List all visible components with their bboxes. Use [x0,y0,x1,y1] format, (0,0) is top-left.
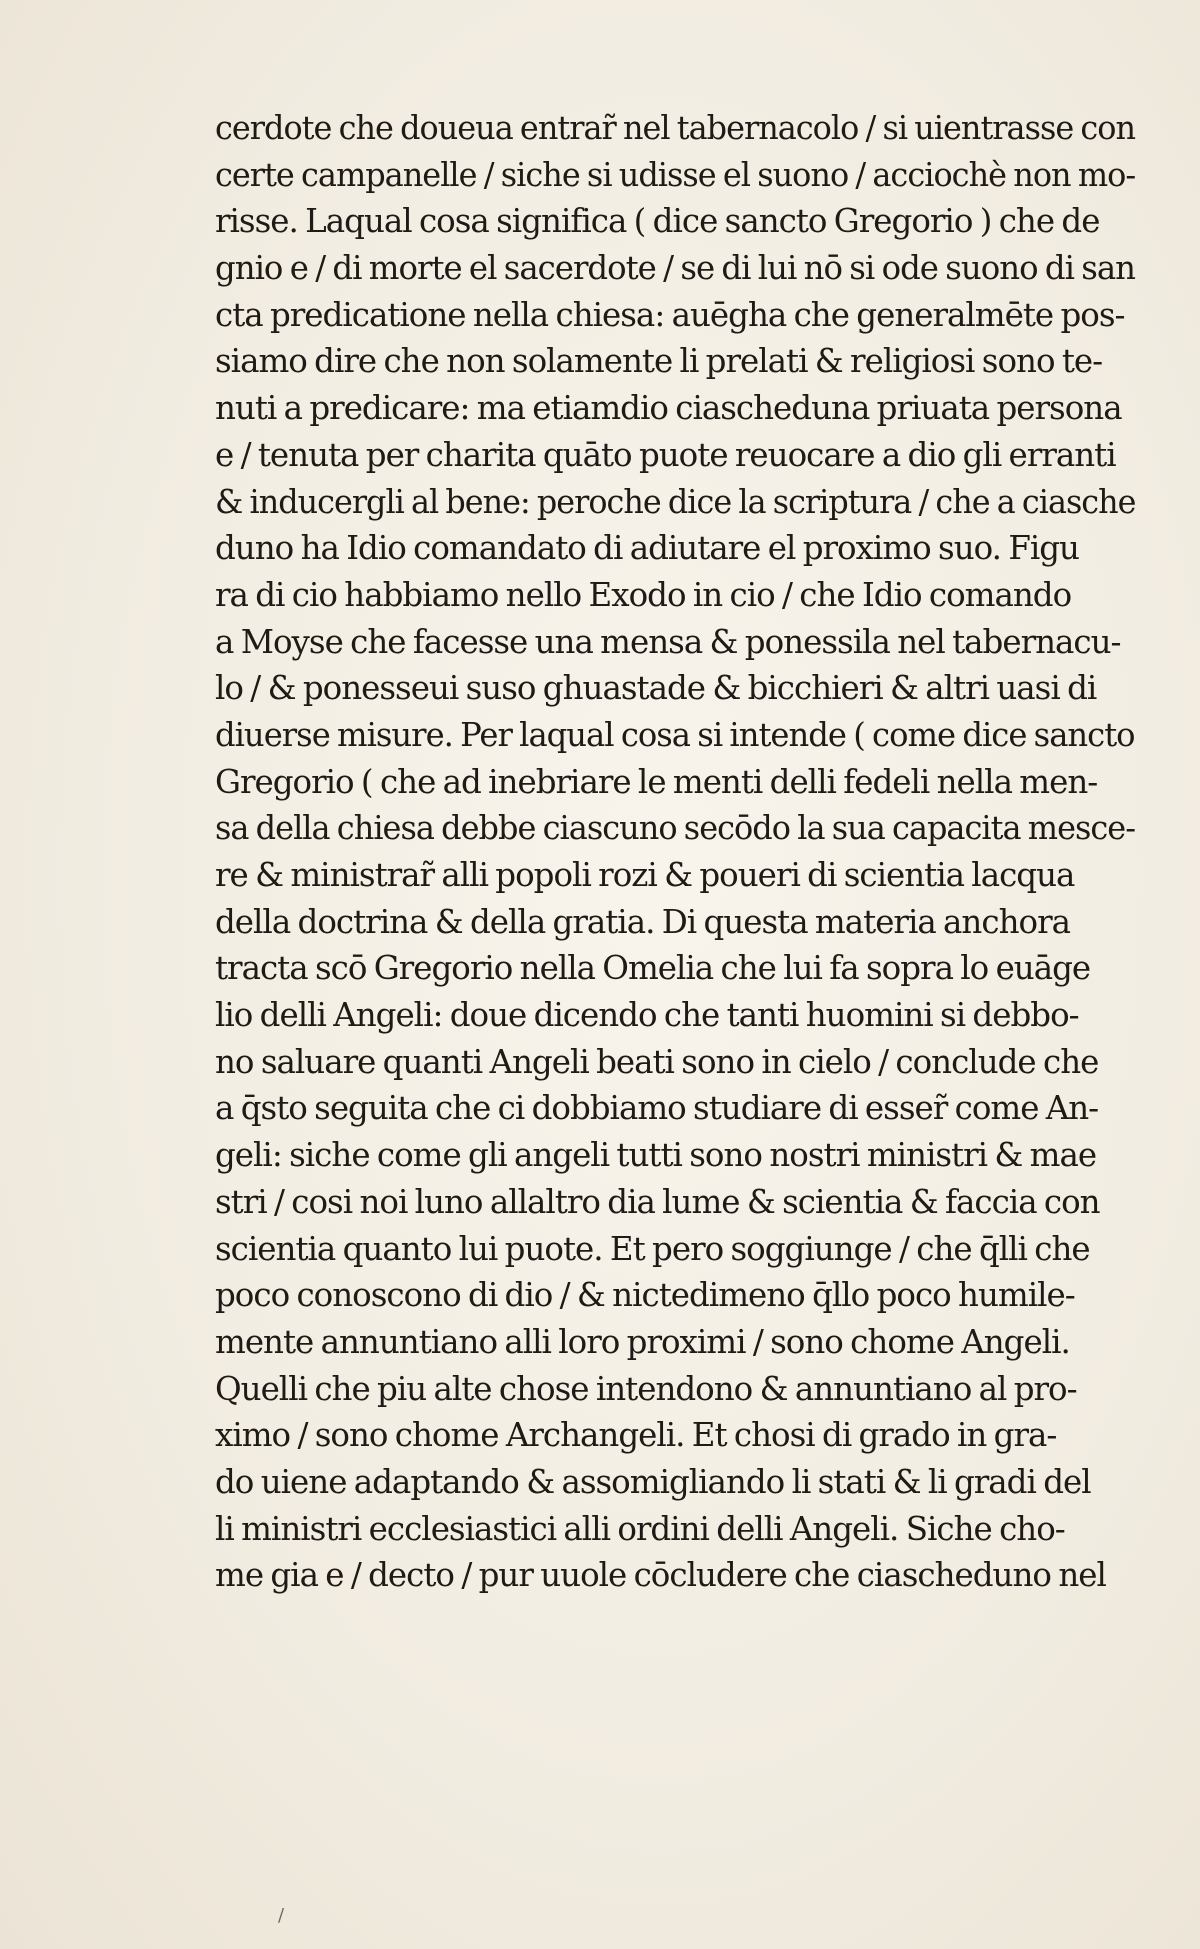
text-line: gnio e / di morte el sacerdote / se di lui nō si ode suono di san [215,249,1136,288]
text-line: & inducergli al bene: peroche dice la scriptura / che a ciasche [215,482,1136,521]
text-line: nuti a predicare: ma etiamdio ciascheduna priuata persona [215,389,1122,428]
text-line: ra di cio habbiamo nello Exodo in cio / che Idio comando [215,575,1072,614]
text-line: duno ha Idio comandato di adiutare el proximo suo. Figu [215,529,1079,568]
text-line: do uiene adaptando & assomigliando li stati & li gradi del [215,1462,1091,1501]
text-line: a Moyse che facesse una mensa & ponessila nel tabernacu- [215,622,1121,661]
text-line: cta predicatione nella chiesa: auēgha che generalmēte pos- [215,295,1125,334]
text-block [215,105,1135,1599]
text-line: e / tenuta per charita quāto puote reuocare a dio gli erranti [215,435,1116,474]
text-line: a q̄sto seguita che ci dobbiamo studiare di esser̃ come An- [215,1089,1099,1128]
text-line: me gia e / decto / pur uuole cōcludere che ciascheduno nel [215,1556,1106,1595]
text-line: mente annuntiano alli loro proximi / sono chome Angeli. [215,1322,1070,1361]
text-line: scientia quanto lui puote. Et pero soggiunge / che q̄lli che [215,1229,1090,1268]
text-line: certe campanelle / siche si udisse el suono / acciochè non mo- [215,155,1136,194]
text-line: re & ministrar̃ alli popoli rozi & poueri di scientia lacqua [215,856,1075,894]
text-line: diuerse misure. Per laqual cosa si intende ( come dice sancto [215,715,1135,754]
text-line: poco conoscono di dio / & nictedimeno q̄llo poco humile- [215,1276,1075,1315]
text-line: ximo / sono chome Archangeli. Et chosi di grado in gra- [215,1416,1057,1455]
text-line: Gregorio ( che ad inebriare le menti delli fedeli nella men- [215,762,1098,801]
folio-mark: / [278,1905,285,1926]
text-line: stri / cosi noi luno allaltro dia lume & scientia & faccia con [215,1182,1100,1221]
text-line: li ministri ecclesiastici alli ordini delli Angeli. Siche cho- [215,1509,1065,1548]
text-line: no saluare quanti Angeli beati sono in cielo / conclude che [215,1042,1099,1081]
text-line: siamo dire che non solamente li prelati & religiosi sono te- [215,342,1103,381]
text-line: della doctrina & della gratia. Di questa materia anchora [215,902,1070,941]
text-line: Quelli che piu alte chose intendono & annuntiano al pro- [215,1369,1077,1408]
text-line: cerdote che doueua entrar̃ nel tabernacolo / si uientrasse con [215,109,1136,147]
text-line: lio delli Angeli: doue dicendo che tanti huomini si debbo- [215,996,1079,1035]
text-line: geli: siche come gli angeli tutti sono nostri ministri & mae [215,1136,1097,1175]
text-line: tracta scō Gregorio nella Omelia che lui fa sopra lo euāge [215,949,1091,988]
text-line: lo / & ponesseui suso ghuastade & bicchieri & altri uasi di [215,669,1097,708]
text-line: risse. Laqual cosa significa ( dice sancto Gregorio ) che de [215,202,1100,241]
text-line: sa della chiesa debbe ciascuno secōdo la sua capacita mesce- [215,809,1136,848]
